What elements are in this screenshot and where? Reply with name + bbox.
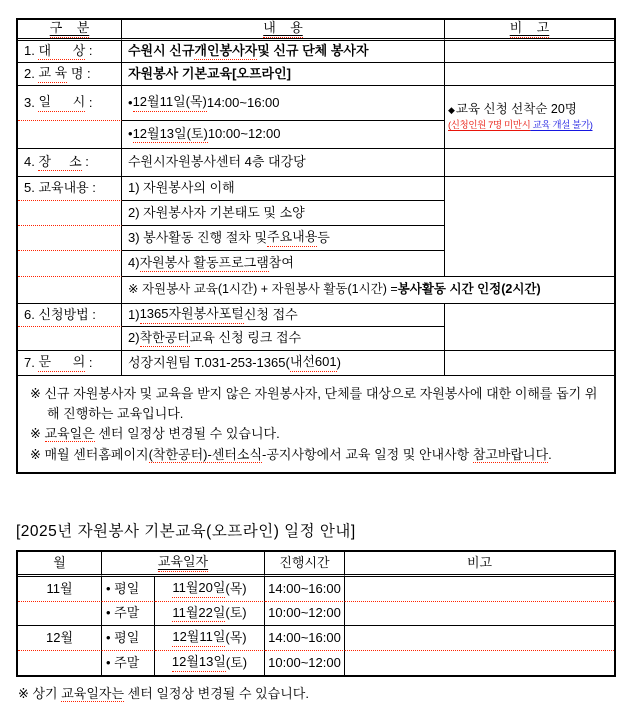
t2-row4-date: 12월13일 (토)	[155, 651, 265, 675]
t1-header-content-label: 내 용	[263, 20, 303, 38]
t2-row3-time: 14:00~16:00	[265, 626, 345, 651]
footnote-3: ※ 매월 센터홈페이지(착한공터)-센터소식-공지사항에서 교육 일정 및 안내사항 참고바랍니다.	[30, 446, 552, 462]
t1-row7-content: 성장지원팀 T.031-253-1365( 내선601 )	[122, 351, 445, 376]
t1-row6-label-filler	[18, 327, 122, 351]
t1-row5-label-filler2	[18, 226, 122, 251]
t1-row1-content: 수원시 신규 개인봉사자 및 신규 단체 봉사자	[122, 41, 445, 63]
t1-row1-note-cell	[445, 41, 614, 63]
t1-row3-label-filler	[18, 121, 122, 149]
schedule-table	[16, 550, 616, 677]
t2-row1-time: 14:00~16:00	[265, 577, 345, 602]
footnote-2: ※ 교육일은 센터 일정상 변경될 수 있습니다.	[30, 426, 280, 441]
t2-row3-type: • 평일	[102, 626, 155, 651]
t2-header-month-label: 월	[53, 554, 66, 570]
t1-row3-label: 3. 일 시 :	[18, 86, 122, 121]
t1-row4-content: 수원시자원봉사센터 4층 대강당	[122, 149, 445, 177]
schedule-section-title: [2025년 자원봉사 기본교육(오프라인) 일정 안내]	[16, 523, 356, 540]
t1-row3-note-line2: (신청인원 7명 미만시 교육 개설 불가)	[448, 119, 593, 131]
t1-row5-note-cell	[445, 177, 614, 277]
t2-row3-note	[345, 626, 614, 651]
t2-header-time-label: 진행시간	[279, 554, 330, 570]
t2-row1-date: 11월20일 (목)	[155, 577, 265, 602]
t2-row1-note	[345, 577, 614, 602]
t1-row6-item1: 1) 1365자원봉사포털 신청 접수	[122, 304, 445, 327]
footnote-1: ※ 신규 자원봉사자 및 교육을 받지 않은 자원봉사자, 단체를 대상으로 자원봉사에 대한 이해를 돕기 위해 진행하는 교육입니다.	[30, 386, 598, 421]
t2-row4-month	[18, 651, 102, 675]
t2-row4-type: • 주말	[102, 651, 155, 675]
t1-header-content	[122, 20, 445, 41]
t2-header-note-label: 비고	[466, 554, 493, 570]
t1-row3-date1: • 12월11일(목) 14:00~16:00	[122, 86, 445, 121]
t2-header-date	[102, 552, 265, 577]
t1-row5-item3: 3) 봉사활동 진행 절차 및 주요내용 등	[122, 226, 445, 251]
t2-row4-time: 10:00~12:00	[265, 651, 345, 675]
t1-row1-label: 1. 대 상 :	[18, 41, 122, 63]
t1-header-note	[445, 20, 614, 41]
t1-row5-summary: ※ 자원봉사 교육(1시간) + 자원봉사 활동(1시간) = 봉사활동 시간 인정(2시간)	[122, 277, 614, 304]
t2-header-date-label: 교육일자	[158, 554, 208, 572]
schedule-footnote: ※ 상기 교육일자는 센터 일정상 변경될 수 있습니다.	[18, 686, 309, 701]
t1-row2-label: 2. 교 육 명 :	[18, 63, 122, 86]
t1-row7-note-cell	[445, 351, 614, 376]
t1-row6-note-cell	[445, 304, 614, 351]
t1-row7-label: 7. 문 의 :	[18, 351, 122, 376]
t2-row2-time: 10:00~12:00	[265, 602, 345, 626]
t2-row2-type: • 주말	[102, 602, 155, 626]
t1-row5-item1: 1) 자원봉사의 이해	[122, 177, 445, 201]
t1-header-category-label: 구 분	[50, 20, 90, 38]
t2-row4-note	[345, 651, 614, 675]
t2-row2-note	[345, 602, 614, 626]
t2-row3-month: 12월	[18, 626, 102, 651]
t1-row3-note-line1: ◆교육 신청 선착순 20명	[448, 102, 577, 117]
t2-header-time	[265, 552, 345, 577]
t1-row5-item4: 4) 자원봉사 활동프로그램 참여	[122, 251, 445, 277]
t2-header-note	[345, 552, 614, 577]
t1-header-category	[18, 20, 122, 41]
t1-row6-item2: 2) 착한공터 교육 신청 링크 접수	[122, 327, 445, 351]
t1-row6-label: 6. 신청방법 :	[18, 304, 122, 327]
t1-header-note-label: 비 고	[510, 20, 550, 38]
t1-row5-label: 5. 교육내용 :	[18, 177, 122, 201]
t1-row3-date2: • 12월13일(토) 10:00~12:00	[122, 121, 445, 149]
education-info-table	[16, 18, 616, 474]
t1-row5-item2: 2) 자원봉사자 기본태도 및 소양	[122, 201, 445, 226]
t2-row2-date: 11월22일 (토)	[155, 602, 265, 626]
t1-row4-note-cell	[445, 149, 614, 177]
t2-header-month	[18, 552, 102, 577]
t1-row2-content: 자원봉사 기본교육[오프라인]	[122, 63, 445, 86]
t1-row3-note-cell	[445, 86, 614, 149]
t2-row1-month: 11월	[18, 577, 102, 602]
t2-row1-type: • 평일	[102, 577, 155, 602]
t1-footnotes	[18, 376, 614, 472]
t1-row4-label: 4. 장 소 :	[18, 149, 122, 177]
t2-row3-date: 12월11일 (목)	[155, 626, 265, 651]
t1-row5-label-filler1	[18, 201, 122, 226]
t1-row5-label-filler4	[18, 277, 122, 304]
t1-row2-note-cell	[445, 63, 614, 86]
t2-row2-month	[18, 602, 102, 626]
t1-row5-label-filler3	[18, 251, 122, 277]
